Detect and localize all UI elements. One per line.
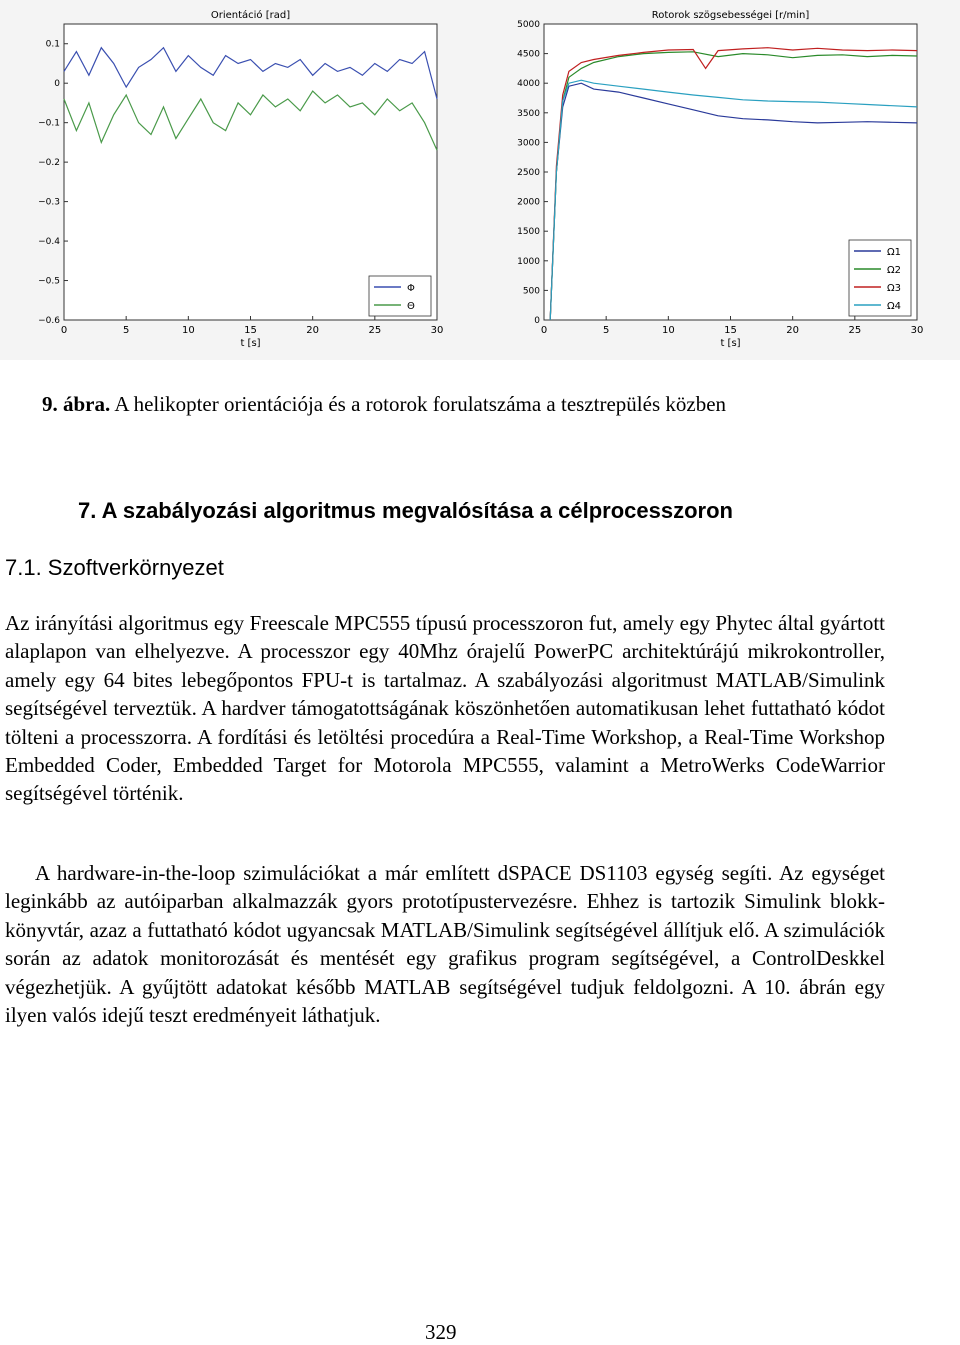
y-tick-label: 1000	[517, 256, 540, 267]
paragraph-1: Az irányítási algoritmus egy Freescale MPC555 típusú processzoron fut, amely egy Phytec által gyártott alaplapon van elhelyezve. A processzor egy 40Mhz órajelű PowerPC architektúrájú mikrokontroller, amely egy 64 bites lebegőpontos FPU-t is tartalmaz. A szabályozási algoritmust MATLAB/Simulink segítségével terveztük. A hardver támogatottságának köszönhetően automatikusan lehet futtatható kódot tölteni a processzorra. A fordítási és letöltési procedúra a Real-Time Workshop, a Real-Time Workshop Embedded Coder, Embedded Target for Motorola MPC555, valamint a MetroWerks CodeWarrior segítségével történik.	[5, 611, 885, 806]
y-tick-label: 2500	[517, 168, 540, 178]
y-tick-label: −0.1	[38, 118, 60, 129]
y-tick-label: −0.3	[38, 197, 60, 208]
x-tick-label: 15	[244, 325, 257, 336]
x-tick-label: 10	[181, 325, 195, 336]
caption-number: 9. ábra.	[42, 392, 111, 416]
y-tick-label: −0.6	[38, 316, 60, 326]
x-tick-label: 15	[724, 325, 737, 336]
y-tick-label: 4000	[517, 79, 540, 90]
legend-box	[369, 276, 431, 316]
y-tick-label: 3500	[517, 108, 540, 119]
legend-label: Ω4	[887, 301, 902, 312]
y-tick-label: 0	[54, 79, 60, 90]
paragraph-2: A hardware-in-the-loop szimulációkat a már említett dSPACE DS1103 egység segíti. Az egységet leginkább az autóiparban alkalmazzák gyors prototípustervezésre. Ehhez is tartozik Simulink blokk-könyvtár, azaz a futtatható kódot ugyancsak MATLAB/Simulink segítségével állítjuk elő. A szimulációk során az adatok monitorozását és mentését egy grafikus program segítségével, a ControlDeskkel végezhetjük. A gyűjtött adatokat később MATLAB segítségével tudjuk feldolgozni. A 10. ábrán egy ilyen valós idejű teszt eredményeit láthatjuk.	[5, 861, 885, 1028]
figure-caption	[42, 392, 726, 417]
legend-label: Ω3	[887, 283, 902, 294]
y-tick-label: −0.2	[38, 158, 60, 169]
y-tick-label: 500	[522, 286, 540, 297]
y-tick-label: 5000	[517, 20, 540, 30]
rotor-speed-chart	[480, 0, 960, 360]
orientation-chart	[0, 0, 480, 360]
y-tick-label: 0	[534, 316, 540, 326]
y-tick-label: 1500	[517, 227, 540, 238]
x-tick-label: 25	[848, 325, 862, 336]
x-tick-label: 0	[540, 325, 548, 336]
x-tick-label: 30	[910, 325, 924, 336]
x-tick-label: 25	[368, 325, 382, 336]
caption-text: A helikopter orientációja és a rotorok forulatszáma a tesztrepülés közben	[110, 392, 727, 416]
y-tick-label: −0.4	[38, 237, 60, 248]
x-tick-label: 30	[430, 325, 444, 336]
legend-label: Ω1	[887, 247, 902, 258]
x-tick-label: 5	[122, 325, 130, 336]
legend-label: Ω2	[887, 265, 902, 276]
y-tick-label: 2000	[517, 197, 540, 208]
x-tick-label: 20	[786, 325, 800, 336]
x-tick-label: 0	[60, 325, 68, 336]
chart-title: Orientáció [rad]	[210, 10, 291, 21]
x-tick-label: 5	[602, 325, 610, 336]
x-tick-label: 20	[306, 325, 320, 336]
y-tick-label: 3000	[517, 138, 540, 149]
figure-9	[0, 0, 960, 360]
y-tick-label: 0.1	[45, 39, 60, 50]
legend-label: Φ	[407, 283, 415, 294]
legend-label: Θ	[407, 301, 415, 312]
page-number: 329	[425, 1320, 457, 1344]
chapter-heading: 7. A szabályozási algoritmus megvalósítása a célprocesszoron	[78, 498, 733, 523]
x-tick-label: 10	[661, 325, 675, 336]
x-axis-label: t [s]	[720, 338, 741, 349]
y-tick-label: 4500	[517, 49, 540, 60]
chart-title: Rotorok szögsebességei [r/min]	[651, 10, 810, 21]
y-tick-label: −0.5	[38, 276, 60, 287]
x-axis-label: t [s]	[240, 338, 261, 349]
section-heading: 7.1. Szoftverkörnyezet	[5, 555, 224, 580]
